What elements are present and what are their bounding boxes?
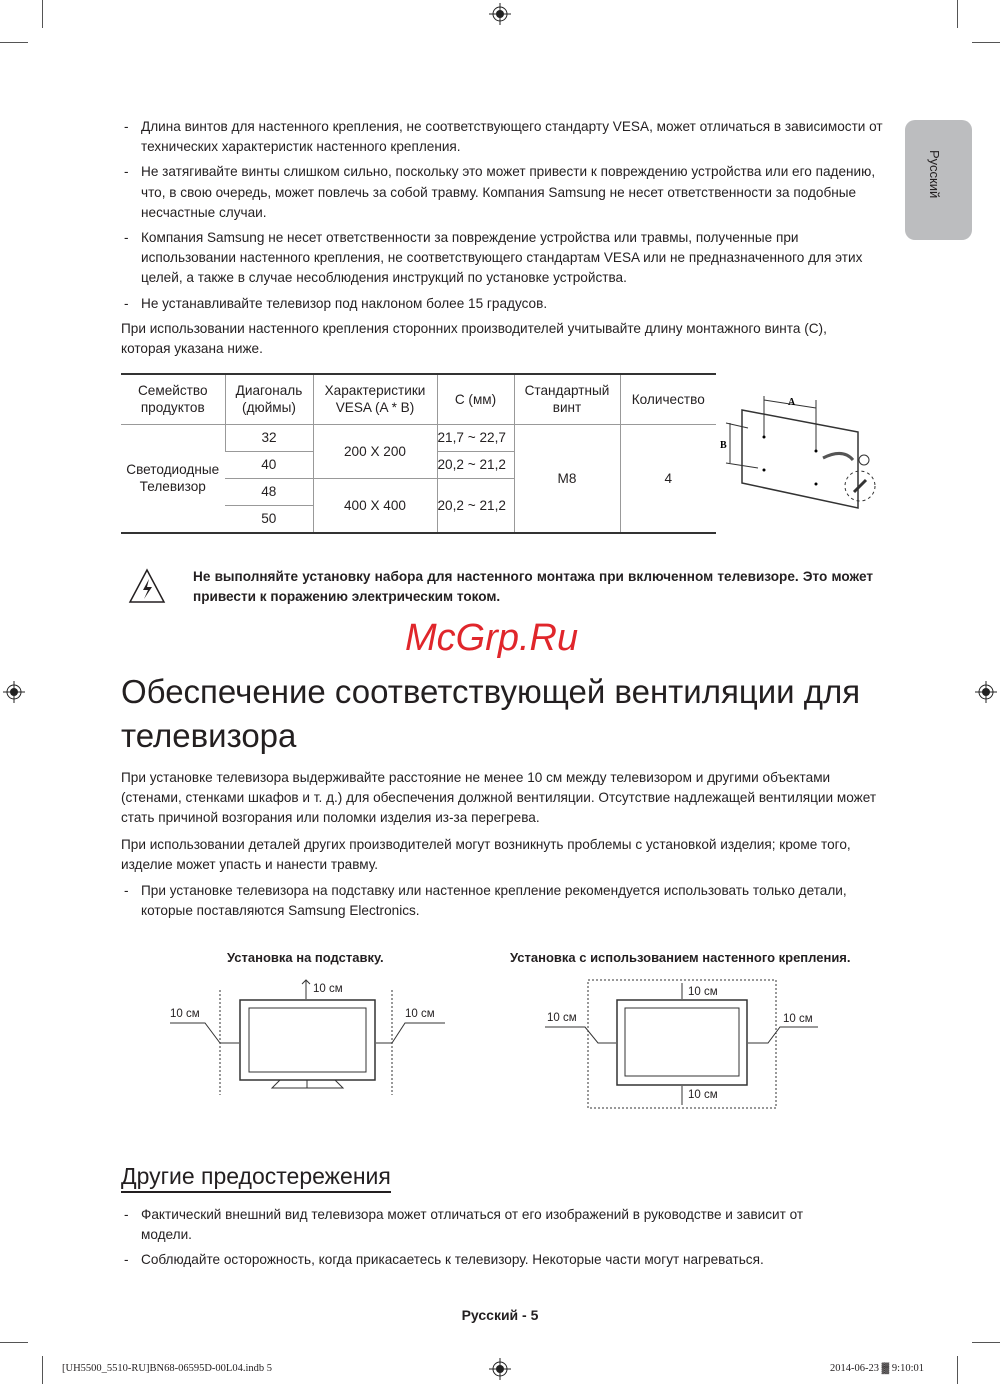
gap-label: 10 см: [313, 983, 343, 995]
list-item: - Не затягивайте винты слишком сильно, поскольку это может привести к повреждению устройства или его падению, что, в свою очередь, может повлечь за собой травму. Компания Samsung не несет ответственности за подобные несчастные случаи.: [124, 164, 876, 220]
gap-label: 10 см: [547, 1012, 577, 1024]
list-item: - Соблюдайте осторожность, когда прикасаетесь к телевизору. Некоторые части могут нагреваться.: [124, 1252, 764, 1268]
warning-text: Не выполняйте установку набора для настенного монтажа при включенном телевизоре. Это может привести к поражению электрическим током.: [193, 569, 873, 605]
intro-paragraph: При использовании настенного крепления сторонних производителей учитывайте длину монтажного винта (C), которая указана ниже.: [121, 320, 827, 357]
gap-label: 10 см: [170, 1008, 200, 1020]
column-header: Диагональ (дюймы): [225, 375, 313, 424]
table-cell: 40: [225, 451, 313, 478]
table-cell: Светодиодные Телевизор: [121, 424, 225, 532]
table-cell: 20,2 ~ 21,2: [437, 451, 514, 478]
page-number: Русский - 5: [461, 1307, 539, 1323]
column-header: Семейство продуктов: [137, 383, 208, 416]
table-cell: 400 X 400: [313, 478, 437, 532]
electric-shock-warning-icon: [128, 568, 166, 604]
figure-caption: Установка с использованием настенного крепления.: [510, 950, 851, 965]
crop-mark: [0, 1342, 28, 1343]
crop-mark: [0, 42, 28, 43]
footer-file-name: [UH5500_5510-RU]BN68-06595D-00L04.indb 5: [62, 1363, 272, 1374]
section-title: Другие предостережения: [121, 1162, 391, 1193]
crop-mark: [42, 1356, 43, 1384]
language-side-tab: Русский: [905, 120, 972, 240]
paragraph: При установке телевизора выдерживайте расстояние не менее 10 см между телевизором и другими объектами (стенами, стенками шкафов и т. д.) для обеспечения должной вентиляции. Отсутствие надлежащей вентиляции может стать причиной возгорания или поломки изделия из-за перегрева.: [121, 770, 877, 826]
dimension-a-label: A: [788, 397, 796, 408]
list-item: - Не устанавливайте телевизор под наклоном более 15 градусов.: [124, 295, 548, 311]
table-cell: 20,2 ~ 21,2: [437, 478, 514, 532]
column-header: Количество: [620, 375, 716, 424]
section-title: Обеспечение соответствующей вентиляции для телевизора: [121, 673, 861, 754]
crop-mark: [42, 0, 43, 28]
gap-label: 10 см: [405, 1008, 435, 1020]
top-notes: [121, 117, 886, 365]
table-cell: 50: [225, 505, 313, 532]
registration-target-icon: [975, 681, 997, 703]
stand-ventilation-diagram: [160, 975, 450, 1100]
table-cell: 32: [225, 424, 313, 451]
table-cell: 48: [225, 478, 313, 505]
crop-mark: [972, 1342, 1000, 1343]
footer-timestamp: 2014-06-23 ▓ 9:10:01: [830, 1363, 924, 1374]
list-item: - Фактический внешний вид телевизора может отличаться от его изображений в руководстве и зависит от модели.: [124, 1207, 804, 1243]
watermark: McGrp.Ru: [405, 617, 579, 659]
ventilation-section: [121, 670, 881, 926]
gap-label: 10 см: [688, 1089, 718, 1101]
registration-target-icon: [489, 3, 511, 25]
list-item: - Длина винтов для настенного крепления, не соответствующего стандарту VESA, может отличаться в зависимости от технических характеристик настенного крепления.: [124, 119, 883, 155]
gap-label: 10 см: [688, 986, 718, 998]
wall-ventilation-diagram: [540, 975, 830, 1115]
other-precautions-section: [121, 1162, 881, 1276]
list-item: - При установке телевизора на подставку или настенное крепление рекомендуется использовать только детали, которые поставляются Samsung Electronics.: [124, 883, 847, 919]
figure-caption: Установка на подставку.: [227, 950, 384, 965]
table-cell: 200 X 200: [313, 424, 437, 478]
column-header: Характеристики VESA (A * B): [313, 375, 437, 424]
column-header: C (мм): [437, 375, 514, 424]
list-item: - Компания Samsung не несет ответственности за повреждение устройства или травмы, полученные при использовании настенного крепления, не соответствующего стандартам VESA или не предназначенного для этих целей, а также в случае несоблюдения инструкций по установке устройства.: [124, 230, 863, 286]
table-row: [121, 424, 716, 451]
wall-mount-diagram: [718, 388, 886, 513]
vesa-table: [121, 373, 716, 534]
crop-mark: [957, 0, 958, 28]
crop-mark: [972, 42, 1000, 43]
table-cell: 21,7 ~ 22,7: [437, 424, 514, 451]
paragraph: При использовании деталей других производителей могут возникнуть проблемы с установкой изделия; кроме того, изделие может упасть и нанести травму.: [121, 836, 851, 872]
dimension-b-label: B: [720, 440, 727, 451]
column-header: Стандартный винт: [514, 375, 620, 424]
table-cell: 4: [620, 424, 716, 532]
table-cell: M8: [514, 424, 620, 532]
table-header-row: [121, 375, 716, 424]
registration-target-icon: [3, 681, 25, 703]
crop-mark: [957, 1356, 958, 1384]
gap-label: 10 см: [783, 1013, 813, 1025]
registration-target-icon: [489, 1358, 511, 1380]
